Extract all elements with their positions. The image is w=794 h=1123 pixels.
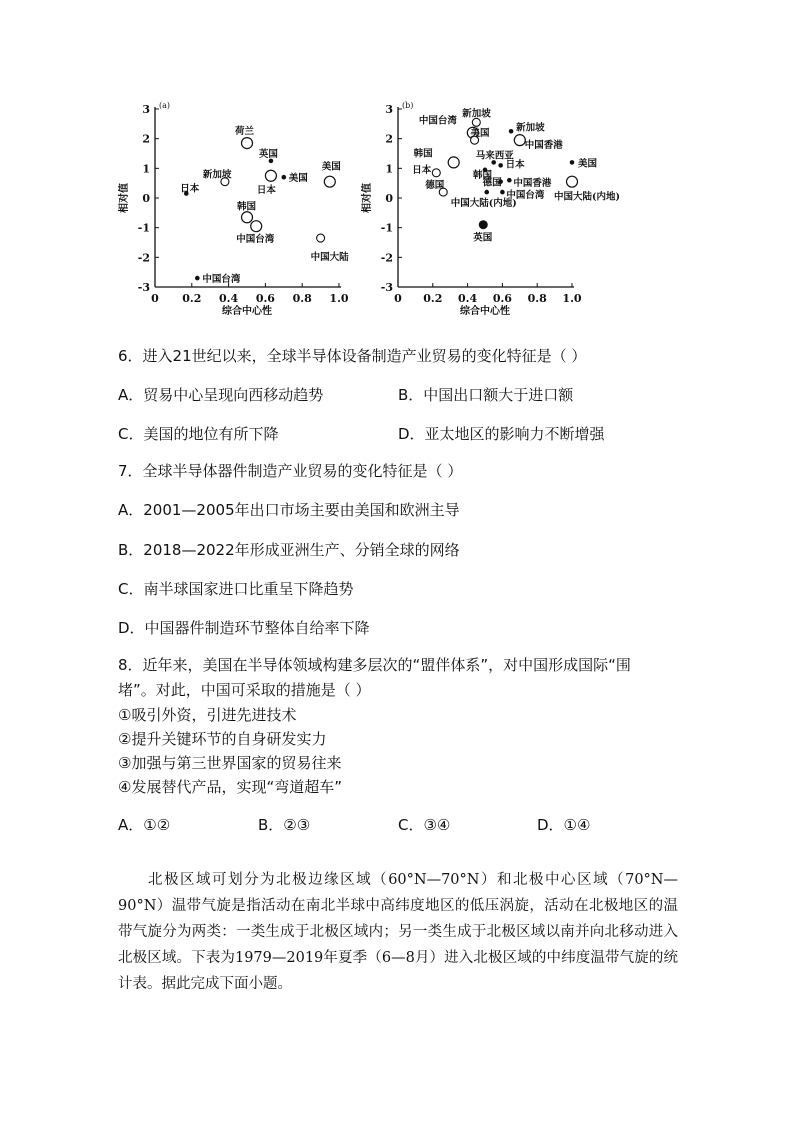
y-tick-label: 1 — [142, 162, 150, 176]
y-tick-label: 3 — [385, 103, 393, 116]
data-point-label: 韩国 — [473, 169, 493, 181]
scatter-charts-svg — [119, 95, 650, 325]
data-point-open — [472, 118, 480, 126]
data-point-label: 新加坡 — [462, 108, 491, 120]
data-point-open — [514, 135, 525, 146]
x-tick-label: 0 — [151, 292, 159, 305]
y-tick-label: -1 — [380, 221, 393, 235]
data-point-label: 韩国 — [237, 201, 257, 213]
x-tick-label: 0.8 — [527, 292, 547, 305]
x-tick-label: 0.2 — [423, 292, 443, 305]
y-tick-label: 0 — [142, 192, 150, 205]
question-6-stem: 6．进入21世纪以来，全球半导体设备制造产业贸易的变化特征是（ ） — [118, 347, 587, 365]
panel-label: (a) — [159, 101, 171, 110]
data-point-label: 日本 — [412, 164, 432, 176]
data-point-label: 中国台湾 — [236, 234, 275, 246]
data-point-filled — [498, 163, 503, 168]
data-point-filled — [500, 190, 505, 195]
data-point-open — [242, 138, 253, 149]
data-point-label: 中国台湾 — [506, 190, 545, 202]
q6-option-b: B．中国出口额大于进口额 — [398, 386, 574, 404]
q8-item-4: ④发展替代产品，实现“弯道超车” — [118, 778, 342, 796]
x-tick-label: 0.6 — [492, 292, 512, 305]
data-point-label: 日本 — [505, 159, 525, 171]
data-point-filled — [195, 276, 200, 281]
question-8-stem-line2: 堵”。对此，中国可采取的措施是（ ） — [118, 681, 371, 699]
data-point-filled — [570, 160, 575, 165]
x-tick-label: 1.0 — [329, 292, 349, 305]
data-point-label: 美国 — [470, 128, 490, 140]
data-point-label: 马来西亚 — [475, 150, 514, 162]
q7-option-a: A．2001—2005年出口市场主要由美国和欧洲主导 — [118, 501, 460, 519]
data-point-label: 中国大陆(内地) — [554, 191, 620, 203]
data-point-label: 中国大陆(内地) — [450, 198, 517, 210]
data-point-open — [265, 170, 276, 181]
y-tick-label: 2 — [142, 132, 150, 146]
q6-option-a: A．贸易中心呈现向西移动趋势 — [118, 386, 324, 404]
y-tick-label: 0 — [385, 192, 393, 205]
data-point-label: 中国台湾 — [418, 115, 457, 127]
x-tick-label: 0.4 — [458, 292, 478, 305]
data-point-label: 新加坡 — [202, 169, 232, 181]
data-point-open — [448, 157, 459, 168]
panel-label: (b) — [402, 101, 414, 110]
x-tick-label: 0 — [394, 292, 402, 305]
y-tick-label: -2 — [137, 251, 150, 265]
q8-item-3: ③加强与第三世界国家的贸易往来 — [118, 754, 342, 772]
y-tick-label: -3 — [380, 281, 393, 294]
data-point-open — [432, 169, 440, 177]
x-axis-label: 综合中心性 — [460, 306, 510, 317]
x-tick-label: 0.2 — [182, 292, 202, 305]
data-point-label: 英国 — [258, 148, 278, 160]
q7-option-d: D．中国器件制造环节整体自给率下降 — [118, 619, 370, 637]
reading-passage: 北极区域可划分为北极边缘区域（60°N—70°N）和北极中心区域（70°N—90°N）温带气旋是指活动在南北半球中高纬度地区的低压涡旋，活动在北极地区的温带气旋分为两类：一类生成于北极区域内；另一类生成于北极区域以南并向北移动进入北极区域。下表为1979—2019年夏季（6—8月）进入北极区域的中纬度温带气旋的统计表。据此完成下面小题。 — [118, 872, 678, 992]
question-8-stem-line1: 8．近年来，美国在半导体领域构建多层次的“盟伴体系”，对中国形成国际“围 — [118, 656, 631, 674]
y-axis-label: 相对值 — [119, 183, 130, 213]
data-point-filled — [479, 220, 488, 229]
data-point-filled — [484, 190, 489, 195]
q7-option-b: B．2018—2022年形成亚洲生产、分销全球的网络 — [118, 541, 460, 559]
data-point-label: 美国 — [288, 173, 308, 185]
y-tick-label: -1 — [137, 221, 150, 235]
q8-option-a: A．①② — [118, 816, 171, 834]
y-axis-label: 相对值 — [362, 183, 373, 213]
q8-option-c: C．③④ — [398, 816, 451, 834]
data-point-filled — [509, 129, 514, 134]
data-point-label: 美国 — [321, 161, 341, 173]
data-point-label: 中国台湾 — [202, 274, 241, 286]
x-tick-label: 1.0 — [562, 292, 582, 305]
q6-option-c: C．美国的地位有所下降 — [118, 425, 279, 443]
q6-option-d: D．亚太地区的影响力不断增强 — [398, 425, 605, 443]
y-tick-label: 1 — [385, 162, 393, 176]
x-tick-label: 0.8 — [292, 292, 312, 305]
data-point-label: 韩国 — [413, 148, 433, 160]
question-7-stem: 7．全球半导体器件制造产业贸易的变化特征是（ ） — [118, 462, 463, 480]
data-point-label: 中国大陆 — [310, 252, 349, 264]
x-tick-label: 0.6 — [255, 292, 275, 305]
data-point-label: 日本 — [256, 184, 276, 196]
data-point-label: 英国 — [473, 232, 493, 244]
q8-option-b: B．②③ — [258, 816, 311, 834]
data-point-open — [317, 234, 325, 242]
y-tick-label: 3 — [142, 103, 150, 116]
y-tick-label: -2 — [380, 251, 393, 265]
data-point-label: 荷兰 — [235, 126, 255, 138]
data-point-filled — [282, 175, 287, 180]
data-point-open — [567, 176, 578, 187]
data-point-label: 德国 — [425, 180, 445, 192]
data-point-label: 中国香港 — [524, 140, 563, 152]
x-axis-label: 综合中心性 — [222, 306, 272, 317]
y-tick-label: -3 — [137, 281, 150, 294]
x-tick-label: 0.4 — [219, 292, 239, 305]
data-point-label: 中国香港 — [513, 178, 552, 190]
data-point-label: 日本 — [180, 183, 200, 195]
data-point-label: 美国 — [578, 158, 598, 170]
q8-option-d: D．①④ — [537, 816, 591, 834]
figure-scatter-charts — [119, 95, 650, 325]
y-tick-label: 2 — [385, 132, 393, 146]
data-point-open — [324, 176, 335, 187]
q8-item-2: ②提升关键环节的自身研发实力 — [118, 730, 327, 748]
q8-item-1: ①吸引外资，引进先进技术 — [118, 706, 297, 724]
data-point-label: 德国 — [482, 177, 502, 189]
data-point-label: 新加坡 — [516, 122, 545, 134]
data-point-filled — [507, 178, 512, 183]
data-point-open — [242, 212, 253, 223]
q7-option-c: C．南半球国家进口比重呈下降趋势 — [118, 580, 354, 598]
data-point-open — [251, 221, 262, 232]
